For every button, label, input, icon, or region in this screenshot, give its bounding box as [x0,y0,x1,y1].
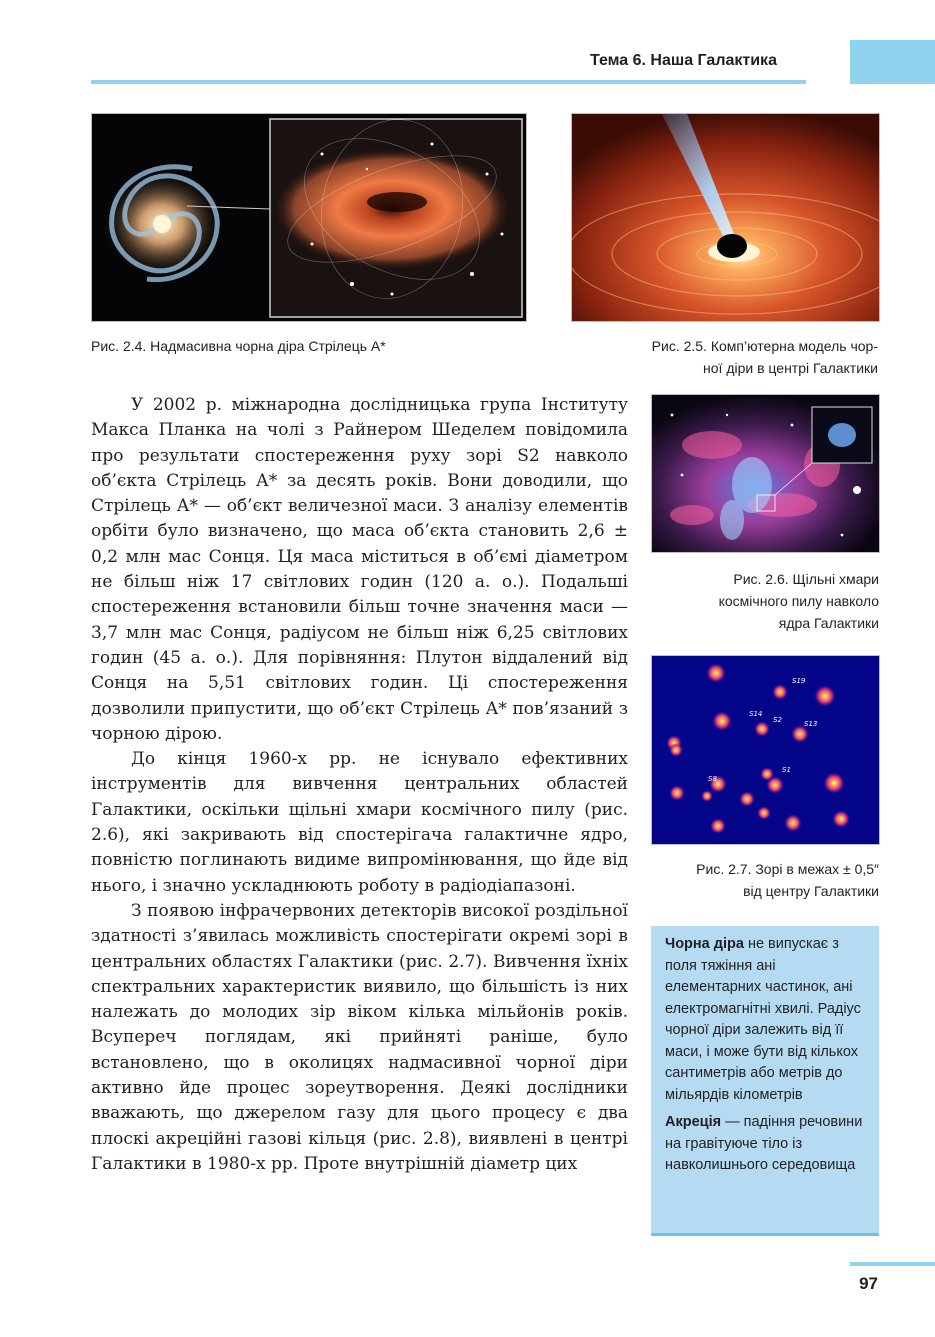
figure-2-4-caption: Рис. 2.4. Надмасивна чорна діра Стрілець А* [91,338,386,354]
caption-line: ядра Галактики [778,615,879,631]
main-text [91,393,628,1177]
figure-2-6-image [651,394,880,553]
definition-black-hole [665,934,869,1106]
figure-2-5-caption [580,335,878,379]
definition-term: Чорна діра [665,936,744,952]
paragraph: До кінця 1960-х рр. не існувало ефективних інструментів для вивчення центральних областей Галактики, оскільки щільні хмари космічного пилу (рис. 2.6), які закривають від спостерігача галактичне ядро, повністю поглинають видиме випромінювання, що йде від нього, і значно ускладнюють роботу в радіодіапазоні. [91,749,628,896]
header-rule [91,80,806,84]
figure-2-6-caption [651,568,879,634]
caption-line: космічного пилу навколо [718,593,879,609]
definition-text: — падіння речовини на гравітуюче тіло із навколишнього середовища [665,1114,863,1173]
definition-term: Акреція [665,1114,722,1130]
caption-line: від центру Галактики [743,883,879,899]
definition-accretion [665,1112,869,1177]
chapter-title: Тема 6. Наша Галактика [590,52,777,69]
figure-2-7-image [651,655,880,845]
caption-line: Рис. 2.5. Комп’ютерна модель чор- [651,338,878,354]
caption-line: Рис. 2.6. Щільні хмари [733,571,879,587]
figure-2-5-image [571,113,880,322]
star-label: S19 [792,677,806,685]
footer-rule [850,1262,935,1266]
paragraph: У 2002 р. міжнародна дослідницька група Інституту Макса Планка на чолі з Райнером Шеделем повідомила про результати спостереження руху зорі S2 навколо об’єкта Стрілець А* за десять років. Вони доводили, що Стрілець А* — об’єкт величезної маси. З аналізу елементів орбіти було визначено, що маса об’єкта становить 2,6 ± 0,2 млн мас Сонця. Ця маса міститься в об’ємі діаметром не більш ніж 17 світлових годин (120 а. о.). Подальші спостереження встановили більш точне значення маси — 3,7 млн мас Сонця, радіусом не більш ніж 6,25 світлових годин (45 а. о.). Для порівняння: Плутон віддалений від Сонця на 5,51 світлових годин. Ці спостереження дозволили припустити, що об’єкт Стрілець А* пов’язаний з чорною дірою. [91,395,628,744]
star-label: S2 [773,716,782,724]
star-label: S14 [749,710,763,718]
caption-line: ної діри в центрі Галактики [703,360,878,376]
caption-line: Рис. 2.7. Зорі в межах ± 0,5″ [696,861,879,877]
definition-text: не випускає з поля тяжіння ані елементарних частинок, ані електромагнітні хвилі. Радіус чорної діри залежить від її маси, і може бути від кількох сантиметрів або метрів до мільярдів кілометрів [665,936,861,1103]
page-number: 97 [859,1274,878,1293]
figure-2-7-caption [651,858,879,902]
star-label: S13 [804,720,818,728]
star-label: S8 [708,775,717,783]
figure-2-4-image [91,113,527,322]
header-tab-decoration [850,40,935,84]
definition-box [651,926,879,1236]
star-label: S1 [782,766,791,774]
paragraph: З появою інфрачервоних детекторів високої роздільної здатності з’явилась можливість спостерігати окремі зорі в центральних областях Галактики (рис. 2.7). Вивчення їхніх спектральних характеристик виявило, що більшість із них належать до молодих зір віком кілька мільйонів років. Всупереч поглядам, які прийняті раніше, було встановлено, що в околицях надмасивної чорної діри активно йде процес зореутворення. Деякі дослідники вважають, що джерелом газу для цього процесу є два плоскі акреційні газові кільця (рис. 2.8), виявлені в центрі Галактики в 1980-х рр. Проте внутрішній діаметр цих [91,900,628,1174]
